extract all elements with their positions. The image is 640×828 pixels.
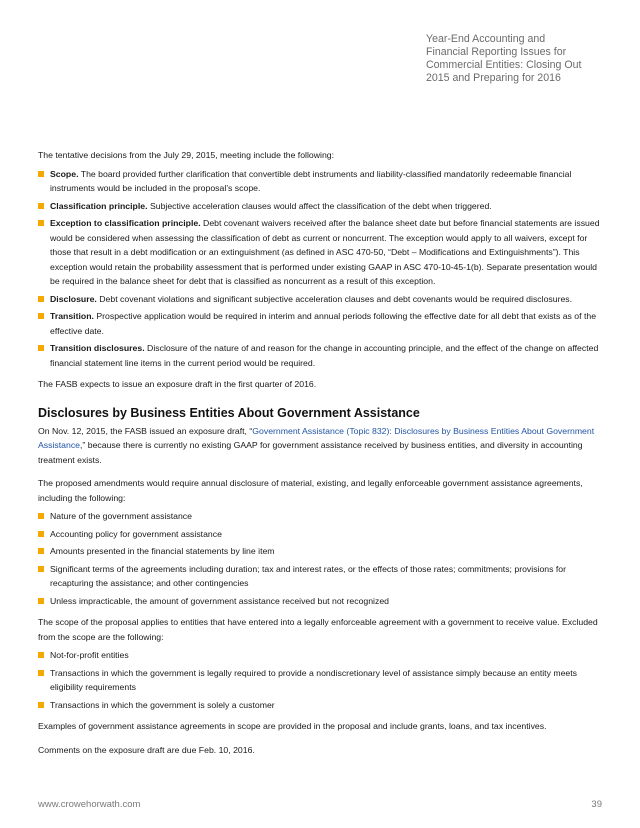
square-bullet-icon	[38, 598, 44, 604]
section1-closing: The FASB expects to issue an exposure draft in the first quarter of 2016.	[38, 379, 317, 389]
list-item	[38, 292, 604, 307]
section2-paragraph: The scope of the proposal applies to entities that have entered into a legally enforceable agreement with a government to receive value. Excluded from the scope are the following:	[38, 617, 598, 642]
square-bullet-icon	[38, 203, 44, 209]
item-text: Transactions in which the government is solely a customer	[50, 699, 275, 710]
list-item	[38, 544, 604, 559]
item-text: Debt covenant violations and significant subjective acceleration clauses and debt covenants would be required disclosures.	[99, 293, 573, 304]
square-bullet-icon	[38, 548, 44, 554]
list-item	[38, 562, 604, 591]
item-term: Disclosure.	[50, 293, 97, 304]
list-item	[38, 698, 604, 713]
item-text: The board provided further clarification that convertible debt instruments and liability-classified mandatorily redeemable financial instruments would be included in the proposal’s scope.	[50, 168, 572, 193]
square-bullet-icon	[38, 345, 44, 351]
list-item	[38, 309, 604, 338]
square-bullet-icon	[38, 296, 44, 302]
page-number: 39	[591, 799, 602, 810]
item-term: Exception to classification principle.	[50, 218, 201, 228]
header-line: Financial Reporting Issues for	[426, 46, 567, 58]
item-term: Classification principle.	[50, 200, 148, 211]
disclosure-list	[38, 509, 604, 608]
list-item	[38, 666, 604, 695]
decisions-list	[38, 167, 604, 371]
item-text: Prospective application would be required in interim and annual periods following the effective date for all debt that exists as of the effective date.	[50, 311, 597, 336]
item-text: Disclosure of the nature of and reason for the change in accounting principle, and the effect of the change on affected financial statement line items in the current period would be required.	[50, 343, 599, 368]
item-text: Debt covenant waivers received after the balance sheet date but before financial statements are issued would be considered when assessing the classification of debt as current or noncurrent. The exception would apply to all waivers, except for those that result in a debt modification or an extinguishment (as defined in ASC 470-50, “Debt – Modifications and Extinguishments”). This exception would retain the probability assessment that is performed under existing GAAP in ASC 470-10-45-1(b). Separate presentation would be required in the balance sheet for debt that is classified as noncurrent as a result of this exception.	[50, 218, 600, 286]
list-item	[38, 199, 604, 214]
paragraph-text: ,” because there is currently no existing GAAP for government assistance received by business entities, and diversity in accounting treatment exists.	[38, 440, 583, 465]
footer-url[interactable]: www.crowehorwath.com	[38, 799, 141, 810]
square-bullet-icon	[38, 513, 44, 519]
section1-intro: The tentative decisions from the July 29, 2015, meeting include the following:	[38, 150, 335, 160]
item-text: Nature of the government assistance	[50, 511, 192, 521]
item-text: Accounting policy for government assistance	[50, 528, 222, 539]
item-text: Amounts presented in the financial statements by line item	[50, 546, 275, 556]
item-text: Unless impracticable, the amount of government assistance received but not recognized	[50, 595, 389, 606]
square-bullet-icon	[38, 566, 44, 572]
square-bullet-icon	[38, 313, 44, 319]
paragraph-text: On Nov. 12, 2015, the FASB issued an exposure draft, “	[38, 425, 253, 436]
header-line: Commercial Entities: Closing Out	[426, 59, 582, 71]
item-text: Subjective acceleration clauses would affect the classification of the debt when triggered.	[149, 200, 492, 211]
section2-paragraph	[38, 424, 604, 468]
list-item	[38, 509, 604, 524]
list-item	[38, 648, 604, 663]
section2-paragraph: The proposed amendments would require annual disclosure of material, existing, and legally enforceable government assistance agreements, including the following:	[38, 478, 583, 503]
item-term: Transition disclosures.	[50, 343, 145, 353]
header-line: Year-End Accounting and	[426, 33, 546, 45]
square-bullet-icon	[38, 652, 44, 658]
exposure-draft-link[interactable]: Government Assistance (Topic 832): Disclosures by Business Entities About Government Assistance	[38, 425, 595, 450]
section2-paragraph: Examples of government assistance agreements in scope are provided in the proposal and include grants, loans, and tax incentives.	[38, 721, 547, 731]
exclusion-list	[38, 648, 604, 712]
section2-paragraph: Comments on the exposure draft are due Feb. 10, 2016.	[38, 744, 255, 755]
item-text: Transactions in which the government is legally required to provide a nondiscretionary level of assistance simply because an entity meets eligibility requirements	[50, 667, 577, 692]
list-item	[38, 216, 604, 289]
item-term: Scope.	[50, 168, 79, 179]
document-header	[426, 33, 616, 85]
square-bullet-icon	[38, 702, 44, 708]
list-item	[38, 167, 604, 196]
header-line: 2015 and Preparing for 2016	[426, 72, 561, 84]
square-bullet-icon	[38, 670, 44, 676]
main-content	[38, 148, 604, 766]
square-bullet-icon	[38, 171, 44, 177]
list-item	[38, 527, 604, 542]
item-text: Not-for-profit entities	[50, 650, 129, 660]
item-text: Significant terms of the agreements including duration; tax and interest rates, or the effects of those rates; commitments; provisions for recapturing the assistance; and other contingencies	[50, 563, 567, 588]
list-item	[38, 594, 604, 609]
square-bullet-icon	[38, 531, 44, 537]
section-heading: Disclosures by Business Entities About Government Assistance	[38, 405, 420, 420]
square-bullet-icon	[38, 220, 44, 226]
item-term: Transition.	[50, 311, 94, 321]
list-item	[38, 341, 604, 370]
